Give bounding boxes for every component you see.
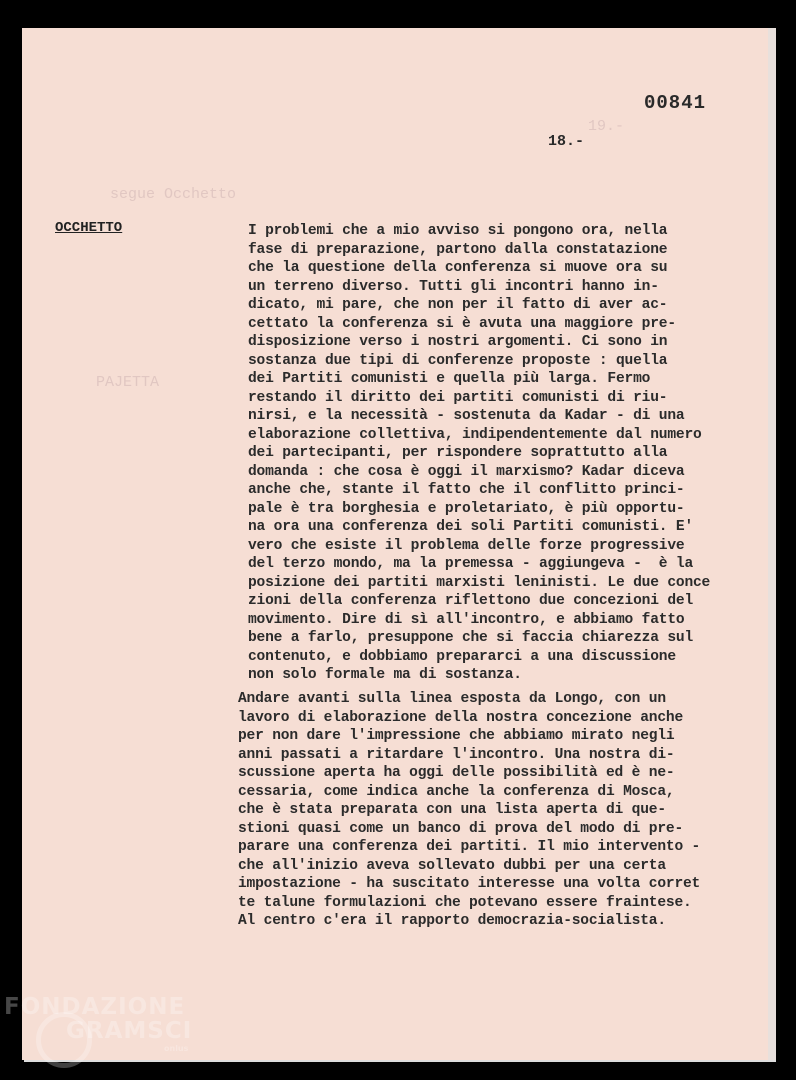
bleed-through-text: PAJETTA (96, 374, 160, 391)
watermark-logo (4, 994, 192, 1053)
speaker-name: OCCHETTO (55, 220, 123, 236)
paragraph-2: Andare avanti sulla linea esposta da Longo, con un lavoro di elaborazione della nostra concezione anche per non dare l'impressione che abbiamo mirato negli anni passati a ritardare l'incontro. Una nostra di- scussione aperta ha oggi delle possibilità ed è ne- cessaria, come indica anche la conferenza di Mosca, che è stata preparata con una lista aperta di que- stioni quasi come un banco di prova del modo di pre- parare una conferenza dei partiti. Il mio intervento - che all'inizio aveva sollevato dubbi per una certa impostazione - ha suscitato interesse una volta corret te talune formulazioni che potevano essere fraintese. Al centro c'era il rapporto democrazia-socialista. (238, 691, 701, 929)
page-edge (768, 28, 776, 1060)
watermark-line1: FONDAZIONE (4, 994, 186, 1020)
paragraph-1: I problemi che a mio avviso si pongono ora, nella fase di preparazione, partono dalla constatazione che la questione della conferenza si muove ora su un terreno diverso. Tutti gli incontri hanno in- dicato, mi pare, che non per il fatto di aver ac- cettato la conferenza si è avuta una maggiore pre- disposizione verso i nostri argomenti. Ci sono in sostanza due tipi di conferenze proposte : quella dei Partiti comunisti e quella più larga. Fermo restando il diritto dei partiti comunisti di riu- nirsi, e la necessità - sostenuta da Kadar - di una elaborazione collettiva, indipendentemente dal numero dei partecipanti, per rispondere soprattutto alla domanda : che cosa è oggi il marxismo? Kadar diceva anche che, stante il fatto che il conflitto princi- pale è tra borghesia e proletariato, è più opportu- na ora una conferenza dei soli Partiti comunisti. E' vero che esiste il problema delle forze progressive del terzo mondo, ma la premessa - aggiungeva - è la posizione dei partiti marxisti leninisti. Le due conce zioni della conferenza riflettono due concezioni del movimento. Dire di sì all'incontro, e abbiamo fatto bene a farlo, presuppone che si faccia chiarezza sul contenuto, e dobbiamo prepararci a una discussione non solo formale ma di sostanza. (248, 223, 711, 683)
watermark-small: onlus (164, 1044, 189, 1053)
bleed-through-text: segue Occhetto (110, 186, 237, 203)
watermark-line2: GRAMSCI (66, 1018, 193, 1044)
document-number: 00841 (644, 92, 707, 114)
bleed-through-text: 19.- (588, 118, 625, 135)
watermark-ring-icon (36, 1012, 92, 1068)
page-number: 18.- (548, 133, 585, 150)
